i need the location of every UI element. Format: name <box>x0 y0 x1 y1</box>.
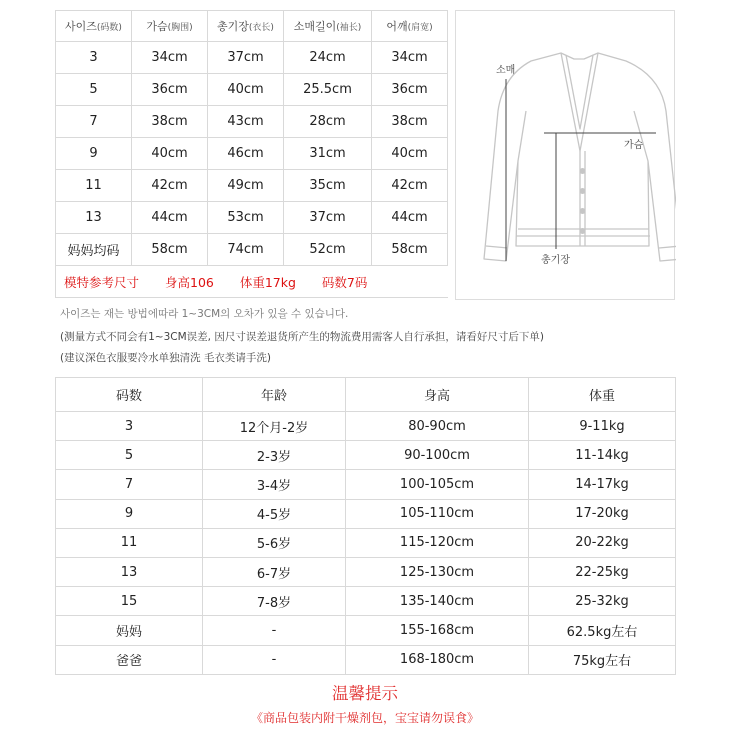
cell-sleeve: 25.5cm <box>284 74 372 106</box>
age-table-row <box>56 528 676 557</box>
cell-shoulder: 44cm <box>372 202 448 234</box>
cell-shoulder: 42cm <box>372 170 448 202</box>
header-sleeve: 소매길이(袖长) <box>284 11 372 42</box>
cell-size: 妈妈均码 <box>56 234 132 266</box>
header-chest: 가슴(胸围) <box>132 11 208 42</box>
cell-shoulder: 38cm <box>372 106 448 138</box>
cell-length: 43cm <box>208 106 284 138</box>
cell-size-code: 5 <box>56 441 203 470</box>
sleeve-label: 소매 <box>496 65 516 76</box>
cell-size: 9 <box>56 138 132 170</box>
cell-height: 125-130cm <box>346 557 529 586</box>
cell-length: 49cm <box>208 170 284 202</box>
cell-length: 37cm <box>208 42 284 74</box>
age-size-table <box>55 377 676 675</box>
cell-age: 4-5岁 <box>203 499 346 528</box>
cell-weight: 25-32kg <box>529 587 676 616</box>
cell-size-code: 9 <box>56 499 203 528</box>
cell-length: 74cm <box>208 234 284 266</box>
cell-age: 12个月-2岁 <box>203 412 346 441</box>
chest-label: 가슴 <box>624 140 644 151</box>
cell-weight: 17-20kg <box>529 499 676 528</box>
cell-size-code: 3 <box>56 412 203 441</box>
reminder-title: 温馨提示 <box>332 684 398 703</box>
cardigan-measurement-diagram <box>455 10 675 300</box>
cell-chest: 38cm <box>132 106 208 138</box>
cell-sleeve: 37cm <box>284 202 372 234</box>
size-chart-row <box>56 170 448 202</box>
cell-chest: 44cm <box>132 202 208 234</box>
cell-weight: 62.5kg左右 <box>529 616 676 645</box>
cell-height: 105-110cm <box>346 499 529 528</box>
cell-shoulder: 36cm <box>372 74 448 106</box>
cell-size: 7 <box>56 106 132 138</box>
age-table-row <box>56 470 676 499</box>
size-chart-row <box>56 234 448 266</box>
cell-age: 7-8岁 <box>203 587 346 616</box>
cell-sleeve: 52cm <box>284 234 372 266</box>
cell-weight: 14-17kg <box>529 470 676 499</box>
model-reference-cell <box>56 266 448 298</box>
header-age: 年龄 <box>203 378 346 412</box>
cell-length: 46cm <box>208 138 284 170</box>
age-table-row <box>56 412 676 441</box>
cell-size-code: 7 <box>56 470 203 499</box>
size-chart-row <box>56 202 448 234</box>
cell-shoulder: 34cm <box>372 42 448 74</box>
cell-sleeve: 24cm <box>284 42 372 74</box>
cell-chest: 42cm <box>132 170 208 202</box>
cell-height: 90-100cm <box>346 441 529 470</box>
cell-shoulder: 58cm <box>372 234 448 266</box>
reminder-text: 《商品包装内附干燥剂包，宝宝请勿误食》 <box>250 711 479 725</box>
cell-size: 5 <box>56 74 132 106</box>
header-height: 身高 <box>346 378 529 412</box>
cell-chest: 36cm <box>132 74 208 106</box>
model-height: 身高106 <box>165 274 214 290</box>
cell-height: 135-140cm <box>346 587 529 616</box>
cell-age: - <box>203 645 346 674</box>
age-table-header-row <box>56 378 676 412</box>
size-chart-row <box>56 42 448 74</box>
cell-age: 5-6岁 <box>203 528 346 557</box>
cell-shoulder: 40cm <box>372 138 448 170</box>
washing-note: (建议深色衣服要冷水单独清洗 毛衣类请手洗) <box>60 352 272 364</box>
cell-size-code: 15 <box>56 587 203 616</box>
measurement-tolerance-note: (测量方式不同会有1~3CM误差, 因尺寸误差退货所产生的物流费用需客人自行承担，请看好尺寸后下单) <box>60 331 544 343</box>
cell-weight: 75kg左右 <box>529 645 676 674</box>
cell-height: 168-180cm <box>346 645 529 674</box>
model-weight: 体重17kg <box>239 274 296 290</box>
header-size-code: 码数 <box>56 378 203 412</box>
age-table-row <box>56 441 676 470</box>
header-size: 사이즈(码数) <box>56 11 132 42</box>
cell-sleeve: 28cm <box>284 106 372 138</box>
model-size: 码数7码 <box>321 274 368 290</box>
age-table-row <box>56 557 676 586</box>
cell-chest: 40cm <box>132 138 208 170</box>
cell-weight: 22-25kg <box>529 557 676 586</box>
model-label: 模特参考尺寸 <box>64 274 140 290</box>
cell-height: 100-105cm <box>346 470 529 499</box>
cell-sleeve: 31cm <box>284 138 372 170</box>
age-table-row <box>56 499 676 528</box>
cell-chest: 34cm <box>132 42 208 74</box>
cell-size: 3 <box>56 42 132 74</box>
cell-chest: 58cm <box>132 234 208 266</box>
cell-size-code: 11 <box>56 528 203 557</box>
cell-size-code: 妈妈 <box>56 616 203 645</box>
size-chart-row <box>56 74 448 106</box>
size-chart-row <box>56 138 448 170</box>
cell-age: 3-4岁 <box>203 470 346 499</box>
cell-weight: 20-22kg <box>529 528 676 557</box>
size-chart-row <box>56 106 448 138</box>
cell-length: 40cm <box>208 74 284 106</box>
cell-weight: 11-14kg <box>529 441 676 470</box>
header-weight: 体重 <box>529 378 676 412</box>
cell-age: 2-3岁 <box>203 441 346 470</box>
cell-length: 53cm <box>208 202 284 234</box>
cell-height: 115-120cm <box>346 528 529 557</box>
age-table-row <box>56 587 676 616</box>
korean-tolerance-note: 사이즈는 재는 방법에따라 1~3CM의 오차가 있을 수 있습니다. <box>60 308 349 320</box>
cell-size: 13 <box>56 202 132 234</box>
header-length: 총기장(衣长) <box>208 11 284 42</box>
cell-weight: 9-11kg <box>529 412 676 441</box>
cell-age: 6-7岁 <box>203 557 346 586</box>
cell-size-code: 13 <box>56 557 203 586</box>
size-chart-table <box>55 10 448 298</box>
cell-height: 80-90cm <box>346 412 529 441</box>
age-table-row <box>56 645 676 674</box>
cell-size: 11 <box>56 170 132 202</box>
cell-height: 155-168cm <box>346 616 529 645</box>
age-table-row <box>56 616 676 645</box>
cell-age: - <box>203 616 346 645</box>
header-shoulder: 어깨(肩宽) <box>372 11 448 42</box>
size-chart-header-row <box>56 11 448 42</box>
model-reference-row <box>56 266 448 298</box>
cell-size-code: 爸爸 <box>56 645 203 674</box>
length-label: 총기장 <box>541 255 570 266</box>
cell-sleeve: 35cm <box>284 170 372 202</box>
